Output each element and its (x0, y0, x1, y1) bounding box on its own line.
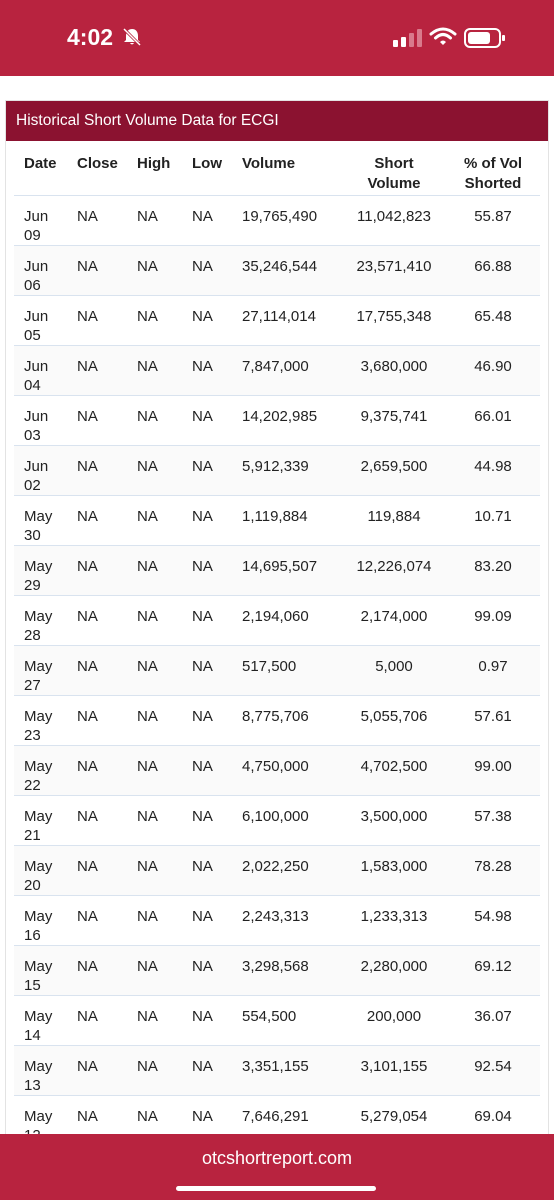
cell-close: NA (77, 207, 98, 225)
cell-close: NA (77, 957, 98, 975)
cell-close: NA (77, 1057, 98, 1075)
cell-date (14, 645, 77, 695)
cell-date (14, 895, 77, 945)
cell-volume: 2,022,250 (242, 857, 309, 875)
page-content (0, 76, 554, 1134)
cell-short-volume: 1,233,313 (360, 907, 428, 925)
cell-low: NA (192, 1057, 213, 1075)
cell-low: NA (192, 907, 213, 925)
short-volume-table (14, 143, 540, 1145)
cell-date-day: 28 (24, 626, 41, 644)
cell-date (14, 245, 77, 295)
cell-low: NA (192, 857, 213, 875)
cell-pct-shorted: 57.38 (474, 807, 512, 825)
cell-date-day: 27 (24, 676, 41, 694)
header-pct-shorted (446, 143, 540, 195)
table-body (14, 195, 540, 1145)
table-wrapper (14, 143, 540, 1145)
cell-date (14, 495, 77, 545)
cell-date (14, 345, 77, 395)
cell-close: NA (77, 907, 98, 925)
cell-volume: 19,765,490 (242, 207, 318, 225)
cell-date-month: Jun (24, 407, 49, 425)
cell-date-day: 02 (24, 476, 41, 494)
cell-low: NA (192, 257, 213, 275)
header-volume: Volume (242, 155, 296, 172)
cell-low: NA (192, 307, 213, 325)
cell-short-volume: 119,884 (367, 507, 421, 525)
cell-volume: 14,202,985 (242, 407, 318, 425)
cell-close: NA (77, 657, 98, 675)
cell-date-day: 20 (24, 876, 41, 894)
table-row (14, 295, 540, 345)
cell-low: NA (192, 607, 213, 625)
cell-volume: 27,114,014 (242, 307, 316, 325)
cell-volume: 517,500 (242, 657, 297, 675)
status-time: 4:02 (67, 24, 114, 50)
cell-date-day: 23 (24, 726, 41, 744)
cell-low: NA (192, 757, 213, 775)
cell-date (14, 845, 77, 895)
status-bar (0, 0, 554, 76)
header-close: Close (77, 155, 118, 172)
cell-short-volume: 2,659,500 (360, 457, 428, 475)
cell-volume: 554,500 (242, 1007, 297, 1025)
cell-low: NA (192, 457, 213, 475)
panel-title: Historical Short Volume Data for ECGI (6, 101, 548, 141)
cell-high: NA (137, 857, 158, 875)
cell-date (14, 295, 77, 345)
header-pct-line1: % of Vol (463, 155, 523, 172)
cell-high: NA (137, 1057, 158, 1075)
cell-low: NA (192, 207, 213, 225)
cell-date-day: 05 (24, 326, 41, 344)
cell-short-volume: 5,279,054 (360, 1107, 428, 1125)
cell-short-volume: 5,000 (375, 657, 413, 675)
cell-short-volume: 2,174,000 (360, 607, 428, 625)
cell-short-volume: 12,226,074 (356, 557, 432, 575)
cell-high: NA (137, 357, 158, 375)
cell-date-month: May (24, 957, 53, 975)
cell-volume: 5,912,339 (242, 457, 309, 475)
cell-short-volume: 1,583,000 (360, 857, 428, 875)
cell-high: NA (137, 507, 158, 525)
cell-date (14, 445, 77, 495)
table-row (14, 395, 540, 445)
bell-slash-icon (121, 26, 143, 48)
cell-high: NA (137, 407, 158, 425)
url-bar[interactable]: otcshortreport.com (201, 1148, 353, 1168)
cell-close: NA (77, 1107, 98, 1125)
cell-volume: 7,646,291 (242, 1107, 309, 1125)
table-row (14, 345, 540, 395)
cell-pct-shorted: 10.71 (474, 507, 512, 525)
cell-low: NA (192, 707, 213, 725)
cell-high: NA (137, 707, 158, 725)
table-row (14, 645, 540, 695)
cell-short-volume: 9,375,741 (360, 407, 428, 425)
cell-pct-shorted: 99.00 (474, 757, 512, 775)
cell-pct-shorted: 66.88 (474, 257, 512, 275)
cell-date-month: May (24, 757, 53, 775)
cell-date-day: 22 (24, 776, 41, 794)
cell-date-day: 16 (24, 926, 41, 944)
cell-high: NA (137, 657, 158, 675)
table-row (14, 245, 540, 295)
cell-low: NA (192, 407, 213, 425)
cell-date-month: Jun (24, 257, 49, 275)
cell-low: NA (192, 657, 213, 675)
cell-date-day: 30 (24, 526, 41, 544)
table-row (14, 545, 540, 595)
cell-date-month: May (24, 507, 53, 525)
cell-close: NA (77, 857, 98, 875)
cell-date-day: 15 (24, 976, 41, 994)
cell-high: NA (137, 457, 158, 475)
cell-pct-shorted: 66.01 (474, 407, 512, 425)
cell-short-volume: 5,055,706 (360, 707, 428, 725)
cell-low: NA (192, 807, 213, 825)
cell-high: NA (137, 957, 158, 975)
cell-pct-shorted: 57.61 (474, 707, 512, 725)
cell-volume: 8,775,706 (242, 707, 309, 725)
table-row (14, 595, 540, 645)
table-header-row (14, 143, 540, 195)
cell-pct-shorted: 36.07 (474, 1007, 512, 1025)
cell-close: NA (77, 357, 98, 375)
cell-volume: 14,695,507 (242, 557, 318, 575)
table-row (14, 995, 540, 1045)
table-row (14, 195, 540, 245)
home-indicator[interactable] (176, 1186, 376, 1191)
cell-short-volume: 3,101,155 (360, 1057, 428, 1075)
cell-low: NA (192, 507, 213, 525)
cell-pct-shorted: 69.12 (474, 957, 512, 975)
table-row (14, 695, 540, 745)
cell-date (14, 1045, 77, 1095)
cell-low: NA (192, 1107, 213, 1125)
table-row (14, 1045, 540, 1095)
cell-date-month: May (24, 707, 53, 725)
cell-short-volume: 4,702,500 (360, 757, 428, 775)
cell-close: NA (77, 457, 98, 475)
cell-pct-shorted: 65.48 (474, 307, 512, 325)
header-high: High (137, 155, 171, 172)
cell-date (14, 395, 77, 445)
cell-short-volume: 3,500,000 (360, 807, 428, 825)
browser-bottom-bar (0, 1134, 554, 1200)
cell-pct-shorted: 92.54 (474, 1057, 512, 1075)
cell-date-month: Jun (24, 307, 49, 325)
cell-short-volume: 200,000 (366, 1007, 422, 1025)
cell-volume: 4,750,000 (242, 757, 309, 775)
header-date: Date (24, 155, 57, 172)
cell-high: NA (137, 1107, 158, 1125)
cell-date-day: 06 (24, 276, 41, 294)
cell-high: NA (137, 307, 158, 325)
cell-date-month: May (24, 1057, 53, 1075)
cell-close: NA (77, 557, 98, 575)
cell-volume: 2,194,060 (242, 607, 309, 625)
cell-date-month: May (24, 607, 53, 625)
cell-date (14, 795, 77, 845)
cell-date-month: Jun (24, 207, 49, 225)
cell-date-month: May (24, 1007, 53, 1025)
cell-volume: 2,243,313 (242, 907, 309, 925)
cellular-signal-icon (393, 29, 423, 47)
cell-high: NA (137, 1007, 158, 1025)
header-low: Low (192, 155, 222, 172)
cell-pct-shorted: 46.90 (474, 357, 512, 375)
header-short-volume-line1: Short (374, 155, 414, 172)
cell-low: NA (192, 557, 213, 575)
table-row (14, 795, 540, 845)
cell-close: NA (77, 1007, 98, 1025)
cell-date-day: 03 (24, 426, 41, 444)
cell-date-day: 21 (24, 826, 41, 844)
table-row (14, 745, 540, 795)
table-row (14, 895, 540, 945)
cell-date-day: 04 (24, 376, 41, 394)
cell-short-volume: 11,042,823 (357, 207, 431, 225)
cell-pct-shorted: 44.98 (474, 457, 512, 475)
table-row (14, 445, 540, 495)
cell-high: NA (137, 807, 158, 825)
cell-pct-shorted: 69.04 (474, 1107, 512, 1125)
table-row (14, 495, 540, 545)
cell-date-month: May (24, 1107, 53, 1125)
cell-pct-shorted: 55.87 (474, 207, 512, 225)
cell-short-volume: 3,680,000 (360, 357, 428, 375)
cell-close: NA (77, 407, 98, 425)
cell-date (14, 945, 77, 995)
cell-volume: 6,100,000 (242, 807, 309, 825)
cell-high: NA (137, 557, 158, 575)
cell-date (14, 595, 77, 645)
cell-high: NA (137, 907, 158, 925)
cell-date (14, 695, 77, 745)
cell-volume: 3,298,568 (242, 957, 309, 975)
cell-close: NA (77, 507, 98, 525)
cell-date (14, 995, 77, 1045)
cell-close: NA (77, 307, 98, 325)
cell-date-month: May (24, 557, 53, 575)
cell-short-volume: 23,571,410 (356, 257, 432, 275)
short-volume-panel (5, 100, 549, 1142)
cell-pct-shorted: 99.09 (474, 607, 512, 625)
cell-close: NA (77, 607, 98, 625)
cell-date (14, 745, 77, 795)
cell-pct-shorted: 54.98 (474, 907, 512, 925)
wifi-icon (430, 27, 456, 47)
header-pct-line2: Shorted (464, 175, 522, 192)
cell-date-month: May (24, 857, 53, 875)
cell-close: NA (77, 707, 98, 725)
cell-high: NA (137, 257, 158, 275)
cell-volume: 7,847,000 (242, 357, 309, 375)
cell-date-day: 14 (24, 1026, 41, 1044)
cell-short-volume: 17,755,348 (356, 307, 432, 325)
cell-low: NA (192, 357, 213, 375)
cell-volume: 1,119,884 (242, 507, 308, 525)
cell-date-month: May (24, 807, 53, 825)
cell-close: NA (77, 757, 98, 775)
cell-volume: 35,246,544 (242, 257, 318, 275)
cell-low: NA (192, 1007, 213, 1025)
cell-high: NA (137, 607, 158, 625)
cell-pct-shorted: 78.28 (474, 857, 512, 875)
table-row (14, 845, 540, 895)
battery-icon (464, 27, 506, 49)
cell-date-day: 09 (24, 226, 41, 244)
header-short-volume (342, 143, 446, 195)
cell-date-month: Jun (24, 357, 49, 375)
cell-date-month: May (24, 907, 53, 925)
cell-close: NA (77, 807, 98, 825)
cell-date-day: 13 (24, 1076, 41, 1094)
cell-date-day: 29 (24, 576, 41, 594)
cell-date (14, 195, 77, 245)
cell-high: NA (137, 757, 158, 775)
cell-date (14, 545, 77, 595)
cell-pct-shorted: 0.97 (478, 657, 508, 675)
cell-date-month: Jun (24, 457, 49, 475)
cell-volume: 3,351,155 (242, 1057, 309, 1075)
cell-close: NA (77, 257, 98, 275)
table-row (14, 945, 540, 995)
cell-short-volume: 2,280,000 (360, 957, 428, 975)
cell-date-month: May (24, 657, 53, 675)
cell-low: NA (192, 957, 213, 975)
cell-high: NA (137, 207, 158, 225)
header-short-volume-line2: Volume (367, 175, 421, 192)
cell-pct-shorted: 83.20 (474, 557, 512, 575)
